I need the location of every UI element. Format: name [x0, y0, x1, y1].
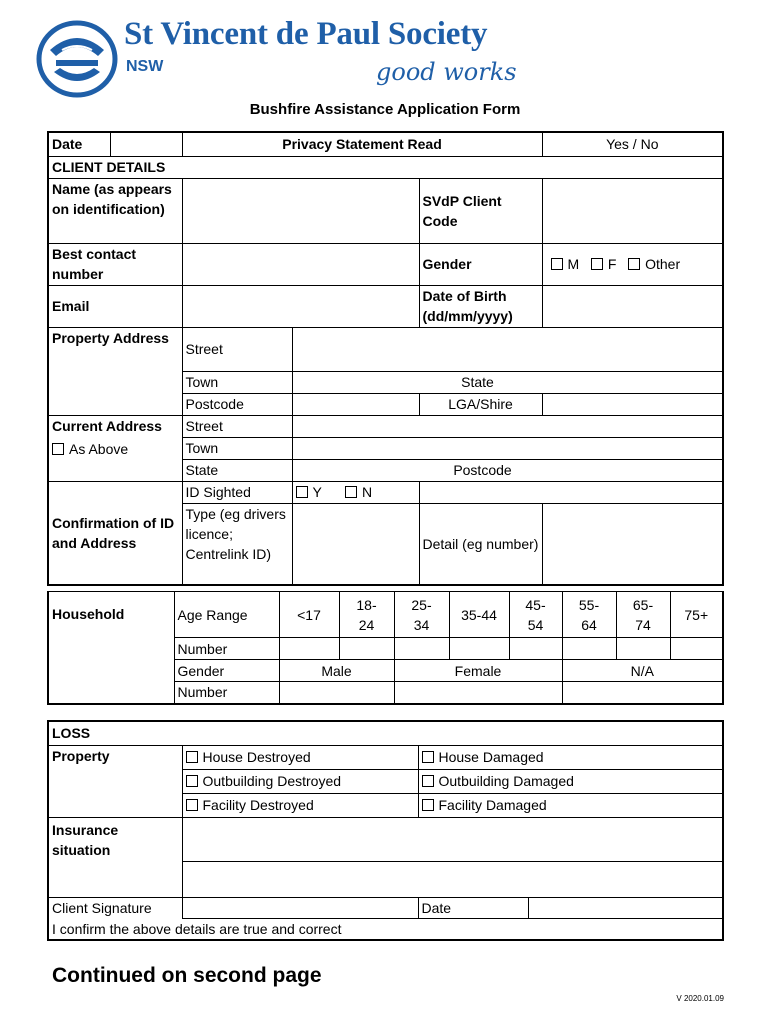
property-town-label: Town [182, 371, 292, 393]
age-number-cell[interactable] [562, 638, 616, 660]
household-table [47, 591, 724, 705]
current-state-label: State [182, 459, 292, 481]
lga-label: LGA/Shire [419, 393, 542, 415]
age-55-64: 55- 64 [562, 592, 616, 638]
facility-damaged-label: Facility Damaged [438, 797, 547, 813]
age-75plus: 75+ [670, 592, 723, 638]
property-postcode-field[interactable] [292, 393, 419, 415]
id-confirmation-label: Confirmation of ID and Address [48, 481, 182, 585]
gender-other-checkbox[interactable] [628, 258, 640, 270]
confirm-statement: I confirm the above details are true and correct [48, 918, 723, 940]
current-postcode-label: Postcode [453, 462, 512, 478]
form-title: Bushfire Assistance Application Form [249, 101, 521, 118]
age-number-cell[interactable] [394, 638, 449, 660]
current-address-label: Current Address [52, 417, 162, 434]
na-label: N/A [562, 660, 723, 682]
facility-destroyed-checkbox[interactable] [186, 799, 198, 811]
tagline: good works [376, 58, 517, 86]
sign-date-label: Date [418, 897, 528, 918]
property-state-label: State [461, 374, 494, 390]
loss-heading: LOSS [48, 721, 723, 745]
id-sighted-blank[interactable] [419, 481, 723, 503]
male-number-field[interactable] [279, 682, 394, 704]
household-label: Household [48, 592, 174, 704]
contact-label: Best contact number [48, 243, 182, 285]
property-street-field[interactable] [292, 327, 723, 371]
female-label: Female [394, 660, 562, 682]
id-sighted-label: ID Sighted [182, 481, 292, 503]
gender-m-label: M [567, 256, 580, 272]
current-town-field[interactable] [292, 437, 723, 459]
house-destroyed-label: House Destroyed [202, 749, 311, 765]
email-field[interactable] [182, 285, 419, 327]
id-sighted-options [292, 481, 419, 503]
age-25-34: 25- 34 [394, 592, 449, 638]
age-number-cell[interactable] [449, 638, 509, 660]
gender-f-label: F [607, 256, 617, 272]
name-field[interactable] [182, 178, 419, 243]
gender-f-checkbox[interactable] [591, 258, 603, 270]
outbuilding-damaged-label: Outbuilding Damaged [438, 773, 574, 789]
as-above-checkbox[interactable] [52, 443, 64, 455]
current-town-label: Town [182, 437, 292, 459]
age-number-cell[interactable] [670, 638, 723, 660]
gender-row-label: Gender [174, 660, 279, 682]
facility-destroyed-label: Facility Destroyed [202, 797, 314, 813]
org-name: St Vincent de Paul Society [124, 16, 488, 52]
age-number-cell[interactable] [509, 638, 562, 660]
privacy-yes-no[interactable]: Yes / No [542, 132, 723, 156]
name-label: Name (as appears on identification) [48, 178, 182, 243]
signature-field[interactable] [182, 897, 418, 918]
id-y-label: Y [312, 484, 322, 500]
outbuilding-destroyed-checkbox[interactable] [186, 775, 198, 787]
age-range-label: Age Range [174, 592, 279, 638]
dob-field[interactable] [542, 285, 723, 327]
current-address-label-cell [48, 415, 182, 481]
house-damaged-label: House Damaged [438, 749, 544, 765]
house-damaged-checkbox[interactable] [422, 751, 434, 763]
client-details-heading: CLIENT DETAILS [48, 156, 723, 178]
outbuilding-destroyed-option [182, 769, 418, 793]
age-number-cell[interactable] [279, 638, 339, 660]
na-number-field[interactable] [562, 682, 723, 704]
signature-label: Client Signature [48, 897, 182, 918]
age-35-44: 35-44 [449, 592, 509, 638]
age-under17: <17 [279, 592, 339, 638]
current-state-field[interactable] [292, 459, 723, 481]
age-number-cell[interactable] [339, 638, 394, 660]
property-street-label: Street [182, 327, 292, 371]
lga-field[interactable] [542, 393, 723, 415]
id-type-label: Type (eg drivers licence; Centrelink ID) [182, 503, 292, 585]
property-label: Property [48, 745, 182, 817]
insurance-label: Insurance situation [48, 817, 182, 897]
as-above-label: As Above [69, 440, 129, 457]
date-field[interactable] [110, 132, 182, 156]
property-postcode-label: Postcode [182, 393, 292, 415]
outbuilding-destroyed-label: Outbuilding Destroyed [202, 773, 342, 789]
email-label: Email [48, 285, 182, 327]
id-n-label: N [361, 484, 373, 500]
age-number-cell[interactable] [616, 638, 670, 660]
outbuilding-damaged-checkbox[interactable] [422, 775, 434, 787]
svdp-code-field[interactable] [542, 178, 723, 243]
id-type-field[interactable] [292, 503, 419, 585]
version-label: V 2020.01.09 [676, 994, 724, 1003]
house-damaged-option [418, 745, 723, 769]
insurance-field-1[interactable] [182, 817, 723, 861]
facility-damaged-checkbox[interactable] [422, 799, 434, 811]
id-detail-label: Detail (eg number) [419, 503, 542, 585]
dob-label: Date of Birth (dd/mm/yyyy) [419, 285, 542, 327]
gender-options [542, 243, 723, 285]
date-label: Date [48, 132, 110, 156]
gender-number-label: Number [174, 682, 279, 704]
age-65-74: 65- 74 [616, 592, 670, 638]
continued-note: Continued on second page [52, 964, 322, 987]
age-45-54: 45- 54 [509, 592, 562, 638]
org-state: NSW [126, 58, 164, 75]
facility-destroyed-option [182, 793, 418, 817]
male-label: Male [279, 660, 394, 682]
loss-table [47, 720, 724, 941]
gender-other-label: Other [645, 256, 681, 272]
gender-m-checkbox[interactable] [551, 258, 563, 270]
svdp-logo [36, 16, 517, 98]
current-street-label: Street [182, 415, 292, 437]
number-label: Number [174, 638, 279, 660]
insurance-field-2[interactable] [182, 861, 723, 897]
svdp-code-label: SVdP Client Code [419, 178, 542, 243]
outbuilding-damaged-option [418, 769, 723, 793]
gender-label: Gender [419, 243, 542, 285]
property-address-label: Property Address [48, 327, 182, 415]
age-18-24: 18- 24 [339, 592, 394, 638]
sign-date-field[interactable] [528, 897, 723, 918]
id-y-checkbox[interactable] [296, 486, 308, 498]
house-destroyed-option [182, 745, 418, 769]
svdp-hands-icon [36, 20, 118, 98]
id-detail-field[interactable] [542, 503, 723, 585]
privacy-label: Privacy Statement Read [182, 132, 542, 156]
id-n-checkbox[interactable] [345, 486, 357, 498]
client-details-table [47, 131, 724, 586]
house-destroyed-checkbox[interactable] [186, 751, 198, 763]
facility-damaged-option [418, 793, 723, 817]
current-street-field[interactable] [292, 415, 723, 437]
female-number-field[interactable] [394, 682, 562, 704]
property-town-field[interactable] [292, 371, 723, 393]
contact-field[interactable] [182, 243, 419, 285]
